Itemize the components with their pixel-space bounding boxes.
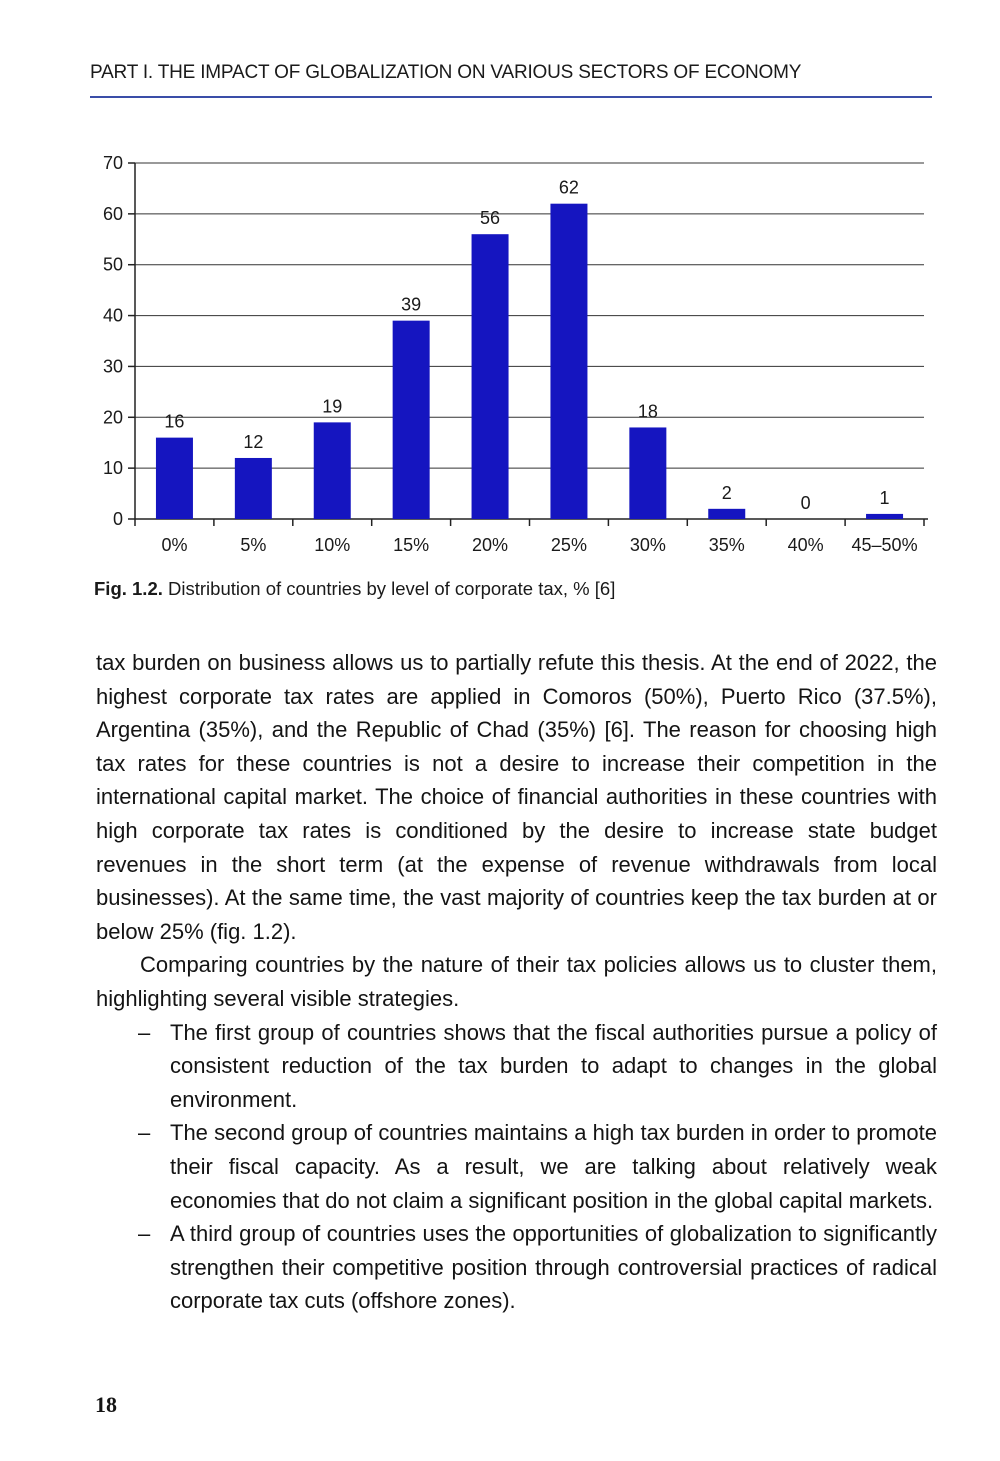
page-number: 18 xyxy=(95,1392,117,1417)
list-dash: – xyxy=(138,1019,151,1045)
data-label: 12 xyxy=(243,431,264,452)
x-category-label: 40% xyxy=(787,535,824,555)
data-label: 56 xyxy=(480,208,501,229)
list-dash: – xyxy=(138,1120,151,1146)
data-label: 16 xyxy=(164,411,185,432)
y-tick-label: 20 xyxy=(102,407,123,428)
list-item-text: The second group of countries maintains a high tax burden in order to promote their fiscal capacity. As a result, we are talking about relatively weak economies that do not claim a significant position in the global capital markets. xyxy=(170,1120,937,1213)
figure-caption xyxy=(94,578,615,600)
bar xyxy=(393,321,430,519)
strategy-list xyxy=(96,1016,937,1318)
data-label: 19 xyxy=(322,396,343,417)
x-category-label: 35% xyxy=(708,535,745,555)
y-tick-label: 50 xyxy=(102,254,123,275)
list-dash: – xyxy=(138,1221,151,1247)
bar-chart xyxy=(0,0,1000,570)
bar xyxy=(708,509,745,519)
running-header: PART I. THE IMPACT OF GLOBALIZATION ON VARIOUS SECTORS OF ECONOMY xyxy=(90,62,802,83)
figure-caption-label: Fig. 1.2. xyxy=(94,578,163,599)
y-tick-label: 0 xyxy=(112,509,123,529)
data-label: 39 xyxy=(401,294,422,315)
x-category-label: 10% xyxy=(314,535,351,555)
y-tick-label: 40 xyxy=(102,305,123,326)
bar xyxy=(314,422,351,519)
data-label: 1 xyxy=(879,487,890,508)
data-label: 2 xyxy=(721,482,732,503)
x-category-label: 45–50% xyxy=(851,535,918,555)
bar xyxy=(472,234,509,519)
y-tick-label: 10 xyxy=(102,458,123,479)
data-label: 62 xyxy=(558,177,579,198)
figure-caption-text: Distribution of countries by level of corporate tax, % [6] xyxy=(162,578,616,599)
paragraph: Comparing countries by the nature of their tax policies allows us to cluster them, highlighting several visible strategies. xyxy=(96,952,937,1011)
x-category-label: 30% xyxy=(629,535,666,555)
paragraph: tax burden on business allows us to partially refute this thesis. At the end of 2022, the highest corporate tax rates are applied in Comoros (50%), Puerto Rico (37.5%), Argentina (35%), and the Republic of Chad (35%) [6]. The reason for choosing high tax rates for these countries is not a desire to increase their competition in the international capital market. The choice of financial authorities in these countries with high corporate tax rates is conditioned by the desire to increase state budget revenues in the short term (at the expense of revenue withdrawals from local businesses). At the same time, the vast majority of countries keep the tax burden at or below 25% (fig. 1.2). xyxy=(96,650,937,944)
list-item-text: The first group of countries shows that the fiscal authorities pursue a policy of consistent reduction of the tax burden to adapt to changes in the global environment. xyxy=(170,1019,937,1112)
list-item-text: A third group of countries uses the opportunities of globalization to significantly strengthen their competitive position through controversial practices of radical corporate tax cuts (offshore zones). xyxy=(170,1221,937,1314)
y-tick-label: 30 xyxy=(102,356,123,377)
y-tick-label: 60 xyxy=(102,203,123,224)
list-item xyxy=(138,1116,937,1217)
x-category-label: 0% xyxy=(161,535,188,555)
bar xyxy=(550,204,587,519)
body-text xyxy=(96,646,937,1318)
bar xyxy=(156,438,193,519)
y-tick-label: 70 xyxy=(102,153,123,173)
x-category-label: 25% xyxy=(550,535,587,555)
data-label: 18 xyxy=(637,401,658,422)
bar xyxy=(235,458,272,519)
x-category-label: 20% xyxy=(472,535,509,555)
data-label: 0 xyxy=(800,493,811,513)
x-category-label: 15% xyxy=(393,535,430,555)
list-item xyxy=(138,1016,937,1117)
bar xyxy=(866,514,903,519)
bar xyxy=(629,427,666,519)
list-item xyxy=(138,1217,937,1318)
x-category-label: 5% xyxy=(240,535,267,555)
